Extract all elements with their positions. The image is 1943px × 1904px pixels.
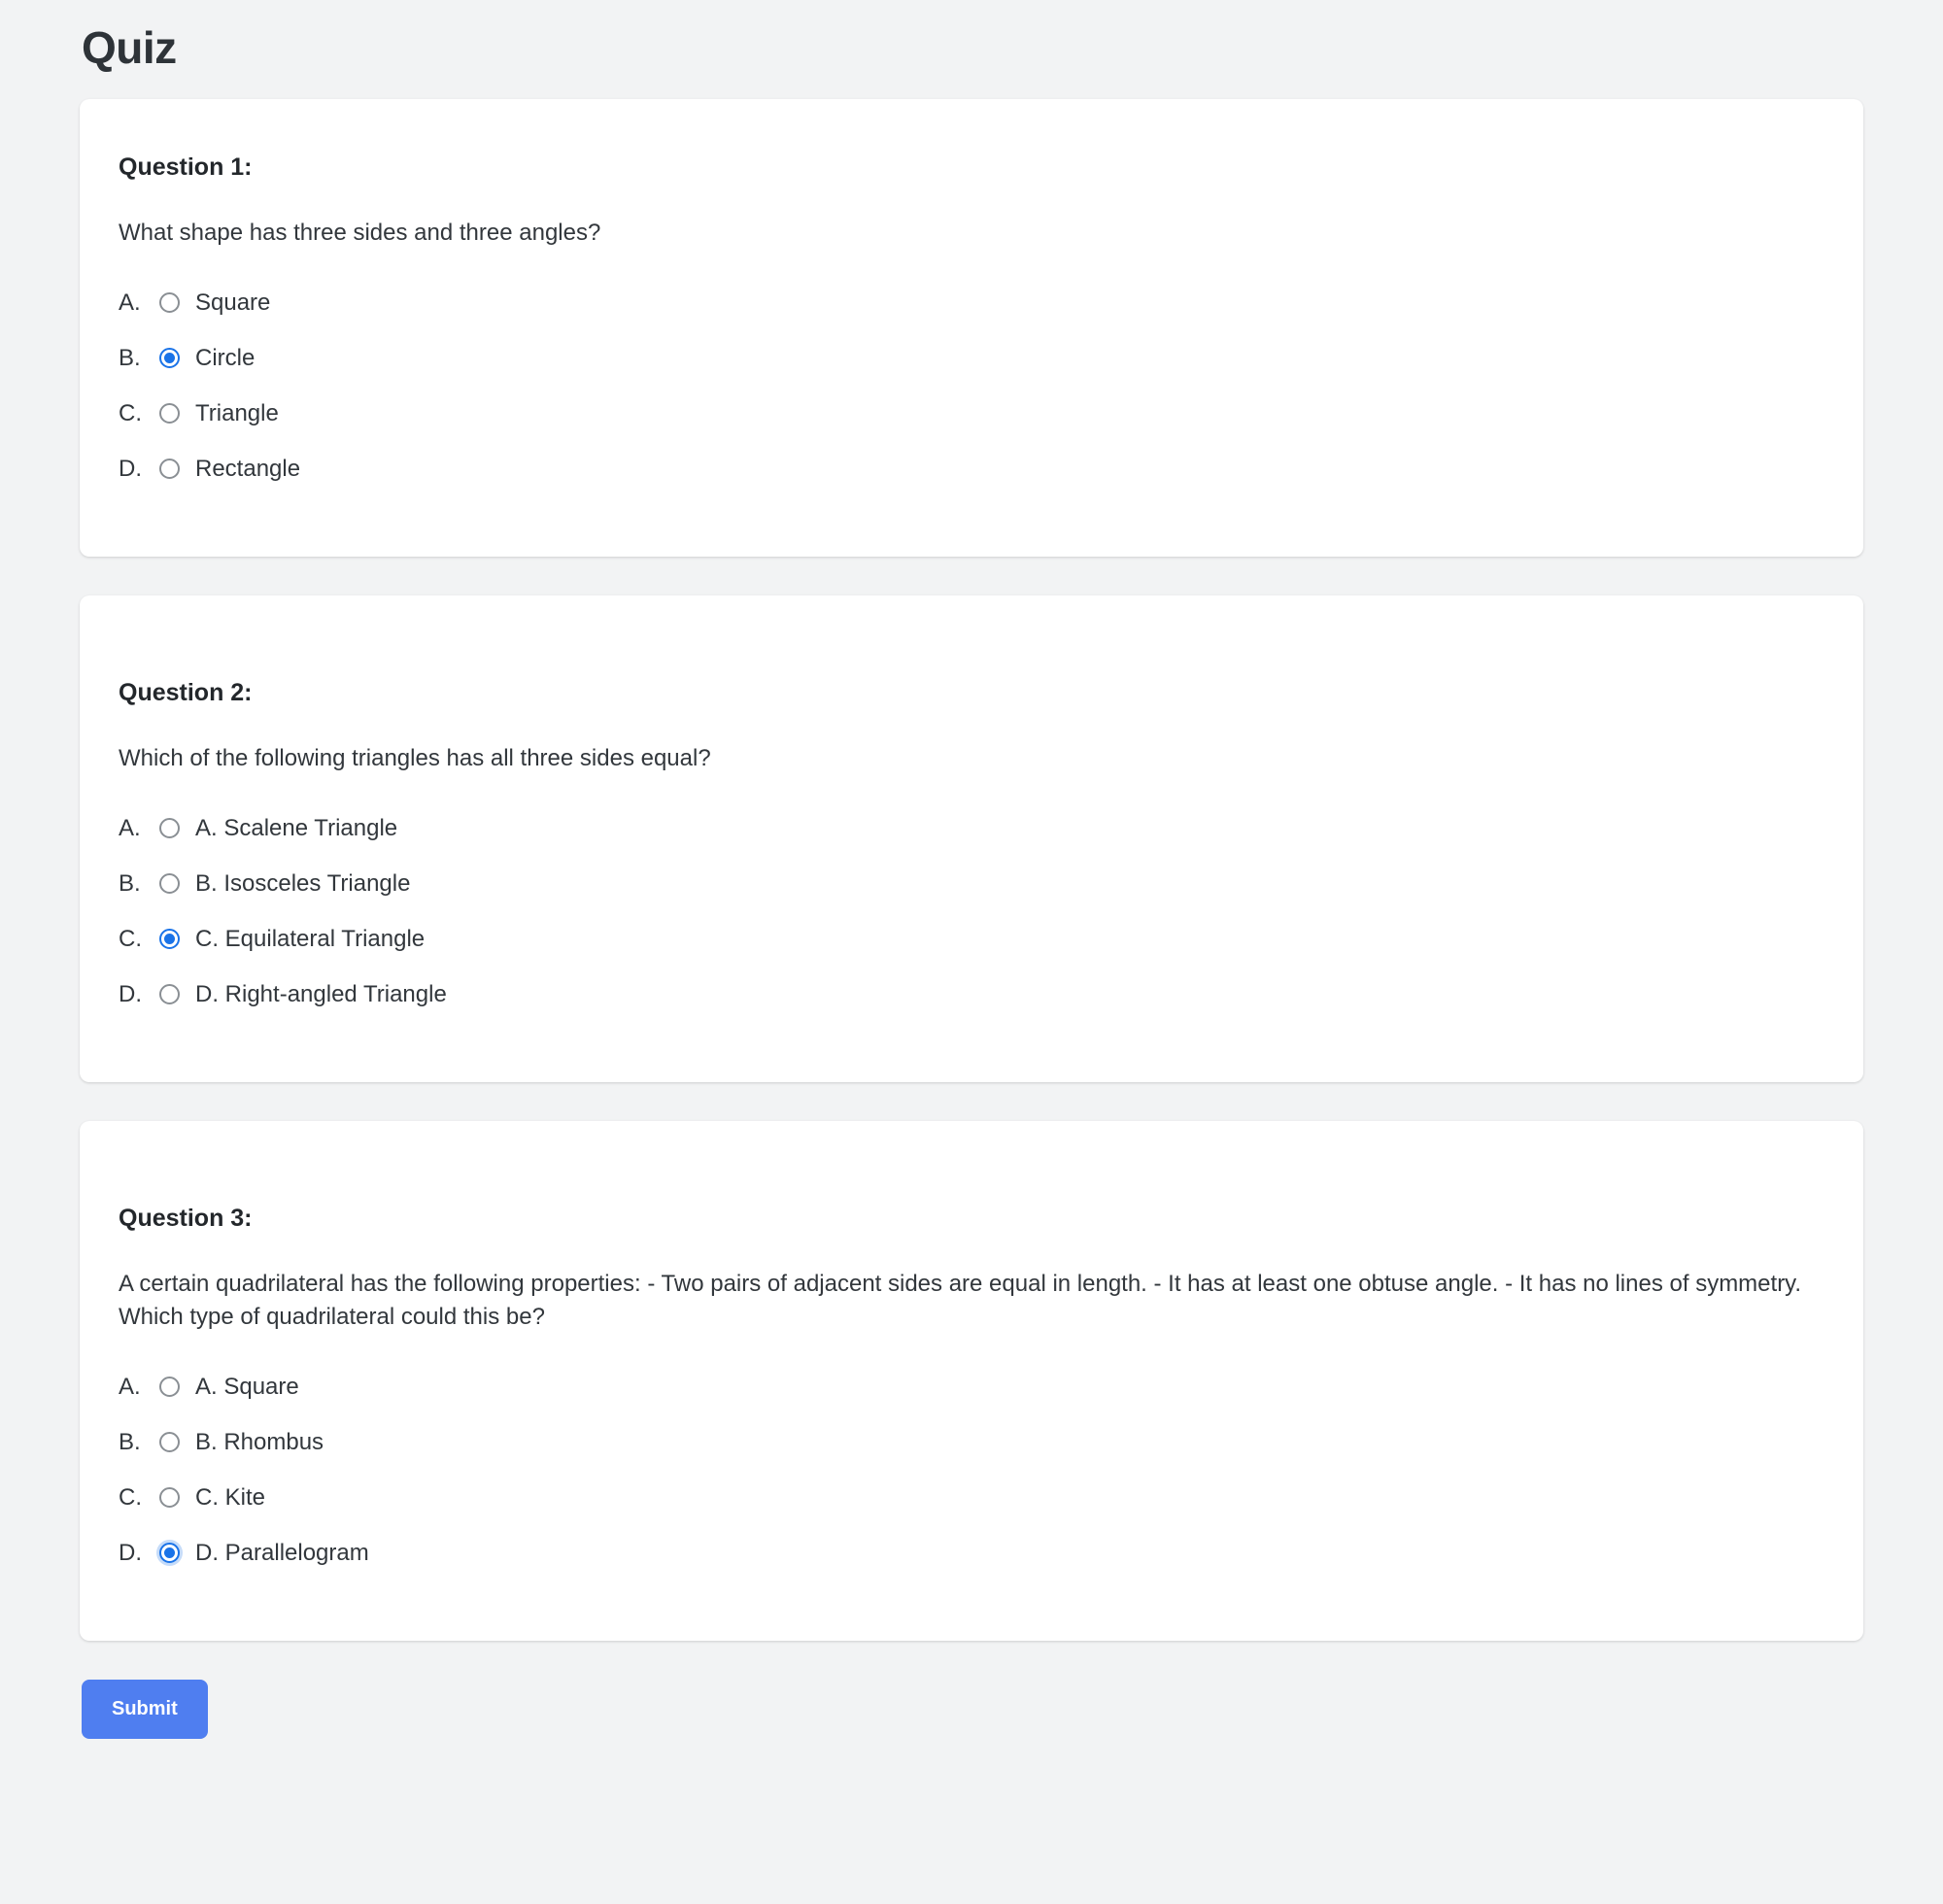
- option-label: Square: [195, 289, 271, 316]
- radio-button[interactable]: [159, 459, 180, 479]
- radio-button[interactable]: [159, 818, 180, 838]
- radio-button-selected-focused[interactable]: [159, 1543, 180, 1563]
- option-letter: D.: [119, 1539, 142, 1566]
- option-row[interactable]: [119, 386, 1824, 441]
- option-row[interactable]: [119, 441, 1824, 496]
- question-text: A certain quadrilateral has the following properties: - Two pairs of adjacent sides are equal in length. - It has at least one obtuse angle. - It has no lines of symmetry. Which type of quadrilateral could this be?: [119, 1271, 1802, 1331]
- option-letter: A.: [119, 289, 141, 316]
- option-letter: B.: [119, 1428, 141, 1455]
- option-label: C. Kite: [195, 1483, 266, 1511]
- radio-button[interactable]: [159, 1487, 180, 1508]
- radio-button-selected[interactable]: [159, 348, 180, 368]
- question-label: Question 2:: [119, 679, 253, 707]
- option-row[interactable]: [119, 800, 1824, 856]
- radio-button[interactable]: [159, 403, 180, 424]
- option-label: D. Parallelogram: [195, 1539, 369, 1566]
- option-label: B. Isosceles Triangle: [195, 869, 411, 897]
- options-list: [119, 800, 1824, 1022]
- option-row[interactable]: [119, 1525, 1824, 1581]
- options-list: [119, 275, 1824, 496]
- question-text: Which of the following triangles has all three sides equal?: [119, 745, 711, 772]
- option-row[interactable]: [119, 275, 1824, 330]
- option-label: B. Rhombus: [195, 1428, 324, 1455]
- radio-button[interactable]: [159, 1432, 180, 1452]
- option-row[interactable]: [119, 911, 1824, 967]
- option-row[interactable]: [119, 967, 1824, 1022]
- option-letter: D.: [119, 980, 142, 1007]
- option-letter: B.: [119, 344, 141, 371]
- question-label: Question 3:: [119, 1205, 253, 1233]
- page-title: Quiz: [82, 22, 177, 73]
- option-letter: C.: [119, 925, 142, 952]
- option-letter: D.: [119, 455, 142, 482]
- question-card: [80, 1121, 1863, 1641]
- option-label: D. Right-angled Triangle: [195, 980, 447, 1007]
- option-row[interactable]: [119, 856, 1824, 911]
- radio-button[interactable]: [159, 292, 180, 313]
- option-letter: A.: [119, 1373, 141, 1400]
- option-row[interactable]: [119, 1470, 1824, 1525]
- submit-button[interactable]: Submit: [82, 1680, 208, 1739]
- radio-button[interactable]: [159, 1377, 180, 1397]
- radio-button[interactable]: [159, 873, 180, 894]
- option-row[interactable]: [119, 1359, 1824, 1414]
- option-letter: C.: [119, 399, 142, 426]
- question-text: What shape has three sides and three angles?: [119, 220, 601, 246]
- quiz-page: [39, 21, 1904, 1739]
- option-letter: B.: [119, 869, 141, 897]
- question-label: Question 1:: [119, 153, 253, 181]
- option-label: Circle: [195, 344, 256, 371]
- option-label: Triangle: [195, 399, 279, 426]
- question-card: [80, 595, 1863, 1082]
- option-label: C. Equilateral Triangle: [195, 925, 426, 952]
- option-row[interactable]: [119, 330, 1824, 386]
- option-label: Rectangle: [195, 455, 301, 482]
- radio-button-selected[interactable]: [159, 929, 180, 949]
- options-list: [119, 1359, 1824, 1581]
- option-row[interactable]: [119, 1414, 1824, 1470]
- option-label: A. Square: [195, 1373, 299, 1400]
- option-letter: A.: [119, 814, 141, 841]
- radio-button[interactable]: [159, 984, 180, 1004]
- option-letter: C.: [119, 1483, 142, 1511]
- question-card: [80, 99, 1863, 557]
- option-label: A. Scalene Triangle: [195, 814, 398, 841]
